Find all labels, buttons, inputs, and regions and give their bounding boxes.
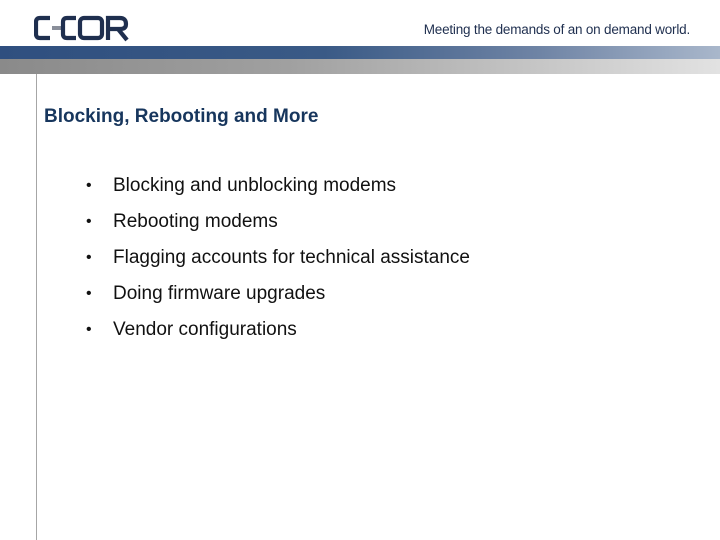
- bullet-icon: •: [86, 177, 92, 194]
- tagline: Meeting the demands of an on demand world.: [423, 22, 690, 37]
- bullet-icon: •: [86, 213, 92, 230]
- bullet-text: Doing firmware upgrades: [113, 283, 326, 304]
- header-band-gray: [0, 59, 720, 74]
- c-cor-logo: [34, 14, 144, 42]
- bullet-text: Vendor configurations: [113, 319, 297, 340]
- bullet-text: Flagging accounts for technical assistance: [113, 247, 470, 268]
- bullet-text: Rebooting modems: [113, 211, 278, 232]
- bullet-icon: •: [86, 321, 92, 338]
- bullet-icon: •: [86, 249, 92, 266]
- slide-header: [0, 0, 720, 46]
- bullet-text: Blocking and unblocking modems: [113, 175, 397, 196]
- slide-title: Blocking, Rebooting and More: [44, 106, 319, 127]
- bullet-icon: •: [86, 285, 92, 302]
- left-margin-rule: [36, 74, 37, 540]
- header-band-blue: [0, 46, 720, 59]
